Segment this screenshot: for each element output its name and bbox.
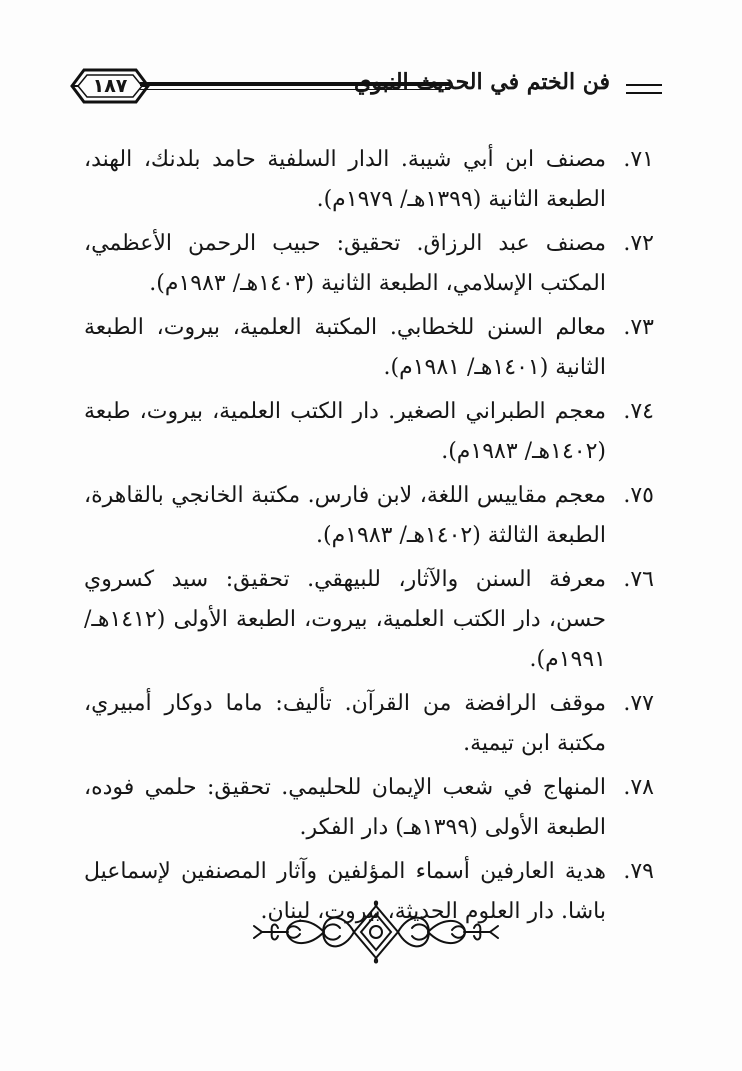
reference-number: ٧٧. bbox=[623, 691, 654, 716]
reference-item bbox=[84, 392, 654, 472]
reference-number: ٧٤. bbox=[623, 399, 654, 424]
reference-item bbox=[84, 140, 654, 220]
reference-text: معالم السنن للخطابي. المكتبة العلمية، بيروت، الطبعة الثانية (١٤٠١هـ/ ١٩٨١م). bbox=[84, 315, 606, 380]
book-title: فن الختم في الحديث النبوي bbox=[353, 69, 610, 95]
reference-text: موقف الرافضة من القرآن. تأليف: ماما دوكار أمبيري، مكتبة ابن تيمية. bbox=[84, 691, 606, 756]
reference-number: ٧٥. bbox=[623, 483, 654, 508]
page-number: ١٨٧ bbox=[92, 75, 128, 97]
reference-text: معرفة السنن والآثار، للبيهقي. تحقيق: سيد كسروي حسن، دار الكتب العلمية، بيروت، الطبعة الأولى (١٤١٢هـ/ ١٩٩١م). bbox=[84, 567, 606, 672]
page-number-badge bbox=[70, 66, 150, 106]
reference-number: ٧٦. bbox=[623, 567, 654, 592]
reference-text: مصنف ابن أبي شيبة. الدار السلفية حامد بلدنك، الهند، الطبعة الثانية (١٣٩٩هـ/ ١٩٧٩م). bbox=[84, 147, 606, 212]
header-dash bbox=[626, 84, 662, 94]
header-rule bbox=[140, 82, 450, 90]
reference-text: معجم الطبراني الصغير. دار الكتب العلمية، بيروت، طبعة (١٤٠٢هـ/ ١٩٨٣م). bbox=[84, 399, 606, 464]
reference-item bbox=[84, 224, 654, 304]
reference-list bbox=[84, 140, 654, 936]
running-header bbox=[70, 58, 662, 114]
reference-text: المنهاج في شعب الإيمان للحليمي. تحقيق: حلمي فوده، الطبعة الأولى (١٣٩٩هـ) دار الفكر. bbox=[84, 775, 606, 840]
reference-item bbox=[84, 684, 654, 764]
reference-number: ٧٣. bbox=[623, 315, 654, 340]
reference-text: معجم مقاييس اللغة، لابن فارس. مكتبة الخانجي بالقاهرة، الطبعة الثالثة (١٤٠٢هـ/ ١٩٨٣م). bbox=[84, 483, 606, 548]
reference-number: ٧٩. bbox=[623, 859, 654, 884]
reference-number: ٧٢. bbox=[623, 231, 654, 256]
reference-item bbox=[84, 476, 654, 556]
reference-item bbox=[84, 560, 654, 680]
reference-item bbox=[84, 308, 654, 388]
end-ornament bbox=[248, 900, 504, 964]
reference-number: ٧١. bbox=[623, 147, 654, 172]
reference-text: هدية العارفين أسماء المؤلفين وآثار المصنفين لإسماعيل باشا. دار العلوم الحديثة، بيروت، لبنان. bbox=[84, 859, 606, 924]
arabesque-ornament-icon bbox=[248, 900, 504, 964]
reference-text: مصنف عبد الرزاق. تحقيق: حبيب الرحمن الأعظمي، المكتب الإسلامي، الطبعة الثانية (١٤٠٣هـ/ ١٩٨٣م). bbox=[84, 231, 606, 296]
reference-number: ٧٨. bbox=[623, 775, 654, 800]
reference-item bbox=[84, 768, 654, 848]
